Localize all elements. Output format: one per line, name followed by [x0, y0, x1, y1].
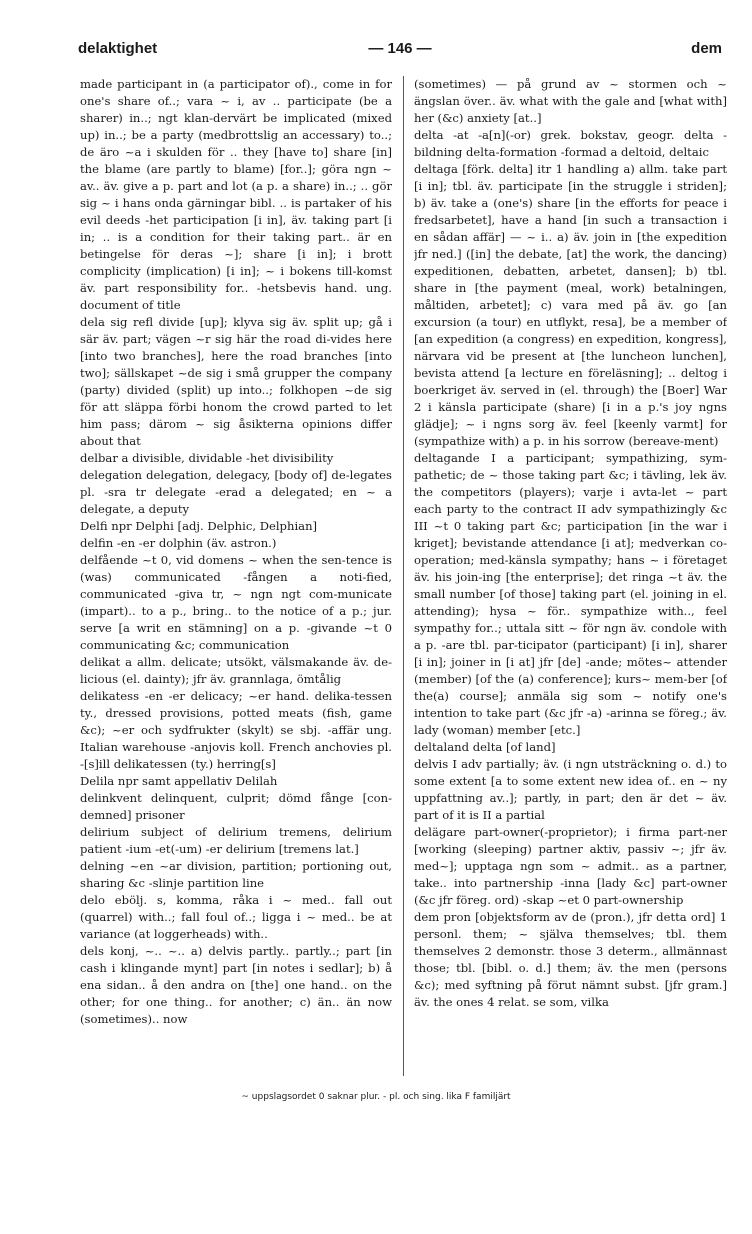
dictionary-entry: delfin -en -er dolphin (äv. astron.)	[80, 536, 277, 550]
header-last-word: dem	[691, 40, 722, 57]
dictionary-entry: delta -at -a[n](-or) grek. bokstav, geogr. delta -bildning delta-formation -formad a deltoid, deltaic	[414, 128, 727, 159]
dictionary-entry: delo ebölj. s, komma, råka i ~ med.. fall out (quarrel) with..; fall foul of..; ligga i ~ med.. be at variance (at loggerheads) with..	[80, 893, 392, 941]
dictionary-entry: delirium subject of delirium tremens, delirium patient -ium -et(-um) -er delirium [tremens lat.]	[80, 825, 392, 856]
running-header	[78, 40, 722, 62]
dictionary-entry: made participant in (a participator of)., come in for one's share of..; vara ~ i, av .. participate (be a sharer) in..; ngt klan-dervärt be implicated (mixed up) in..; be a party (medbrottslig an accessary) to..; de äro ~a i skulden för .. they [have to] share [in] the blame (are partly to blame) [for..]; göra ngn ~ av.. äv. give a p. part and lot (a p. a share) in..; .. gör sig ~ i hans onda gärningar bibl. .. is partaker of his evil deeds -het participation [i in], äv. taking part [i in; .. is a condition for their taking part.. är en betingelse för deras ~]; share [i in]; i brott complicity (implication) [i in]; ~ i bokens till-komst äv. part responsibility for.. -hetsbevis hand. ung. document of title	[80, 77, 392, 312]
dictionary-entry: delegation delegation, delegacy, [body of] de-legates pl. -sra tr delegate -erad a delegated; en ~ a delegate, a deputy	[80, 468, 392, 516]
dictionary-entry: deltaga [förk. delta] itr 1 handling a) allm. take part [i in]; tbl. äv. participate [in the struggle i striden]; b) äv. take a (one's) share [in the efforts for peace i fredsarbetet], have a hand [in such a transaction i en sådan affär] — ~ i.. a) äv. join in [the expedition jfr ned.] ([in] the debate, [at] the work, the dancing) expeditionen, debatten, arbetet, dansen]; b) tbl. share in [the payment (meal, work) betalningen, måltiden, arbetet]; c) vara med på äv. go [an excursion (a tour) en utflykt, resa], be a member of [an expedition (a congress) en expedition, kongress], närvara vid be present at [the luncheon lunchen], bevista attend [a lecture en föreläsning]; .. deltog i boerkriget äv. served in (el. through) the [Boer] War 2 i känsla participate (share) [i in a p.'s joy ngns glädje]; ~ i ngns sorg äv. feel [keenly varmt] for (sympathize with) a p. in his sorrow (bereave-ment)	[414, 162, 727, 448]
left-column	[80, 76, 392, 1076]
header-first-word: delaktighet	[78, 40, 158, 57]
dictionary-entry: delbar a divisible, dividable -het divisibility	[80, 451, 334, 465]
dictionary-entry: (sometimes) — på grund av ~ stormen och ~ ängslan över.. äv. what with the gale and [what with] her (&c) anxiety [at..]	[414, 77, 727, 125]
dictionary-entry: dela sig refl divide [up]; klyva sig äv. split up; gå i sär äv. part; vägen ~r sig här the road di-vides here [into two branches], here the road branches [into two]; sällskapet ~de sig i små grupper the company (party) divided (split) up into..; folkhopen ~de sig för att släppa förbi honom the crowd parted to let him pass; därom ~ sig åsikterna opinions differ about that	[80, 315, 392, 448]
dictionary-entry: delikatess -en -er delicacy; ~er hand. delika-tessen ty., dressed provisions, potted meats (fish, game &c); ~er och sydfrukter (skylt) se sbj. -affär ung. Italian warehouse -anjovis koll. French anchovies pl. -[s]ill delikatessen (ty.) herring[s]	[80, 689, 392, 771]
dictionary-entry: deltaland delta [of land]	[414, 740, 556, 754]
right-column	[414, 76, 727, 1076]
page-number: — 146 —	[368, 40, 432, 57]
dictionary-entry: Delila npr samt appellativ Delilah	[80, 774, 278, 788]
dictionary-entry: delning ~en ~ar division, partition; portioning out, sharing &c -slinje partition line	[80, 859, 392, 890]
dictionary-entry: delägare part-owner(-proprietor); i firma part-ner [working (sleeping) partner aktiv, passiv ~; jfr äv. med~]; upptaga ngn som ~ admit.. as a partner, take.. into partnership -inna [lady &c] part-owner (&c jfr föreg. ord) -skap ~et 0 part-ownership	[414, 825, 727, 907]
dictionary-entry: delvis I adv partially; äv. (i ngn utsträckning o. d.) to some extent [a to some extent new idea of.. en ~ ny uppfattning av..]; partly, in part; den är det ~ äv. part of it is II a partial	[414, 757, 727, 822]
abbreviation-legend: ~ uppslagsordet 0 saknar plur. - pl. och sing. lika F familjärt	[241, 1092, 511, 1102]
column-divider	[403, 76, 404, 1076]
dictionary-entry: deltagande I a participant; sympathizing, sym-pathetic; de ~ those taking part &c; i tävling, lek äv. the competitors (players); varje i avta-let ~ part each party to the contract II adv sympathizingly &c III ~t 0 taking part &c; participation [in the war i kriget]; bevistande attendance [i at]; medverkan co-operation; med-känsla sympathy; hans ~ i företaget äv. his join-ing [the enterprise]; det ringa ~t äv. the small number [of those] taking part (el. joining in el. attending); hysa ~ för.. sympathize with.., feel sympathy for..; uttala sitt ~ för ngn äv. condole with a p. -are tbl. par-ticipator (participant) [i in], sharer [i in]; joiner in [i at] jfr [de] -ande; mötes~ attender (member) [of the (a) conference]; kurs~ mem-ber [of the(a) course]; anmäla sig som ~ notify one's intention to take part (&c jfr -a) -arinna se föreg.; äv. lady (woman) member [etc.]	[414, 451, 727, 737]
dictionary-entry: delfående ~t 0, vid domens ~ when the sen-tence is (was) communicated -fången a noti-fied, communicated -giva tr, ~ ngn ngt com-municate (impart).. to a p., bring.. to the notice of a p.; jur. serve [a writ en stämning] on a p. -givande ~t 0 communicating &c; communication	[80, 553, 392, 652]
dictionary-entry: Delfi npr Delphi [adj. Delphic, Delphian]	[80, 519, 318, 533]
dictionary-entry: dem pron [objektsform av de (pron.), jfr detta ord] 1 personl. them; ~ själva themselves; tbl. them themselves 2 demonstr. those 3 determ., allmännast those; tbl. [bibl. o. d.] them; äv. the men (persons &c); med syftning på förut nämnt subst. [jfr gram.] äv. the ones 4 relat. se som, vilka	[414, 910, 727, 1009]
dictionary-entry: dels konj, ~.. ~.. a) delvis partly.. partly..; part [in cash i klingande mynt] part [in notes i sedlar]; b) å ena sidan.. å den andra on [the] one hand.. on the other; for one thing.. for another; c) än.. än now (sometimes).. now	[80, 944, 392, 1026]
dictionary-entry: delikat a allm. delicate; utsökt, välsmakande äv. de-licious (el. dainty); jfr äv. grannlaga, ömtålig	[80, 655, 392, 686]
dictionary-entry: delinkvent delinquent, culprit; dömd fånge [con-demned] prisoner	[80, 791, 392, 822]
